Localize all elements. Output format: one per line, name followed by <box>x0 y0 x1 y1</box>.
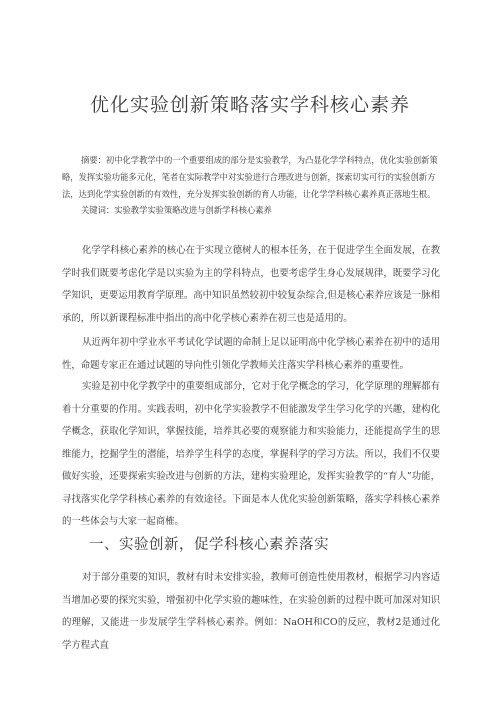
body-paragraph: 化学学科核心素养的核心在于实现立德树人的根本任务，在于促进学生全面发展，在教学时我们既要考虑化学是以实验为主的学科特点，也要考虑学生身心发展规律，既要学习化学知识，更要运用教育学原理。高中知识虽然较初中较复杂综合,但是核心素养应该是一脉相承的，所以新课程标准中指出的高中化学核心素养在初三也是适用的。 <box>62 245 440 324</box>
document-title: 优化实验创新策略落实学科核心素养 <box>89 94 410 116</box>
body-paragraph: 从近两年初中学业水平考试化学试题的命制上足以证明高中化学核心素养在初中的适用性，命题专家正在通过试题的导向性引领化学教师关注落实学科核心素养的重要性。 <box>62 337 440 371</box>
section-paragraph: 对于部分重要的知识，教材有时未安排实验，教师可创造性使用教材，根据学习内容适当增加必要的探究实验，增强初中化学实验的趣味性，在实验创新的过程中既可加深对知识的理解，又能进一步发展学生学科核心素养。例如：NaOH和CO的反应，教材2是通过化学方程式直 <box>62 572 440 651</box>
section-heading: 一、实验创新，促学科核心素养落实 <box>89 537 329 553</box>
abstract: 摘要：初中化学教学中的一个重要组成的部分是实验教学，为凸显化学学科特点，优化实验创新策略，发挥实验功能多元化，笔者在实际教学中对实验进行合理改进与创新，探索切实可行的实验创新方法，达到化学实验创新的有效性，充分发挥实验创新的育人功能，让化学学科核心素养真正落地生根。 <box>62 155 438 199</box>
body-paragraph: 实验是初中化学教学中的重要组成部分，它对于化学概念的学习，化学原理的理解都有着十分重要的作用。实践表明，初中化学实验教学不但能激发学生学习化学的兴趣，建构化学概念，获取化学知识，掌握技能，培养其必要的观察能力和实验能力，还能提高学生的思维能力，挖掘学生的潜能，培养学生科学的态度，掌握科学的学习方法。所以，我们不仅要做好实验，还要探索实验改进与创新的方法，建构实验理论，发挥实验教学的“育人”功能，寻找落实化学学科核心素养的有效途径。下面是本人优化实验创新策略，落实学科核心素养的一些体会与大家一起商榷。 <box>62 381 440 527</box>
keywords: 关键词：实验教学实验策略改进与创新学科核心素养 <box>81 205 272 215</box>
